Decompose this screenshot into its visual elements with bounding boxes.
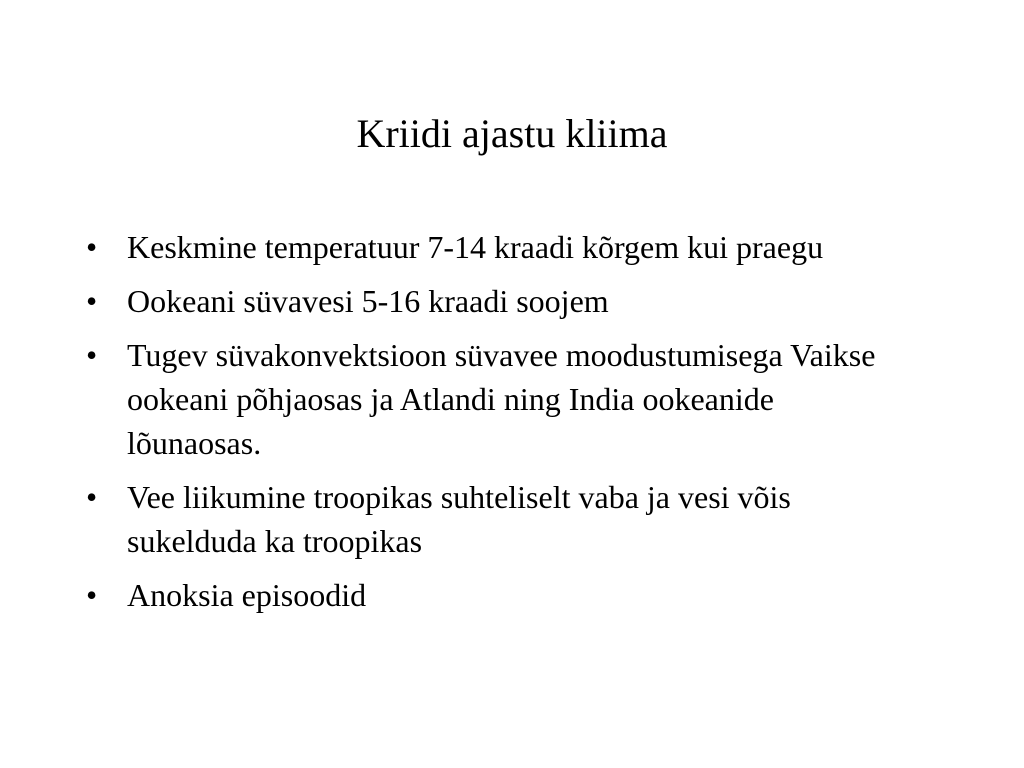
bullet-text: Ookeani süvavesi 5-16 kraadi soojem <box>127 283 609 319</box>
bullet-text: Anoksia episoodid <box>127 577 367 613</box>
bullet-item <box>86 333 906 465</box>
bullet-item <box>86 225 906 269</box>
bullet-item <box>86 279 906 323</box>
bullet-text: Vee liikumine troopikas suhteliselt vaba ja vesi võis sukelduda ka troopikas <box>127 479 791 559</box>
bullet-list <box>86 225 906 627</box>
bullet-dot-icon: • <box>86 229 98 265</box>
bullet-dot-icon: • <box>86 479 98 515</box>
bullet-item <box>86 573 906 617</box>
bullet-dot-icon: • <box>86 577 98 613</box>
slide-title: Kriidi ajastu kliima <box>356 111 668 156</box>
bullet-dot-icon: • <box>86 283 98 319</box>
bullet-item <box>86 475 906 563</box>
bullet-dot-icon: • <box>86 337 98 373</box>
bullet-text: Tugev süvakonvektsioon süvavee moodustumisega Vaikse ookeani põhjaosas ja Atlandi ning India ookeanide lõunaosas. <box>127 337 876 461</box>
bullet-text: Keskmine temperatuur 7-14 kraadi kõrgem kui praegu <box>127 229 824 265</box>
